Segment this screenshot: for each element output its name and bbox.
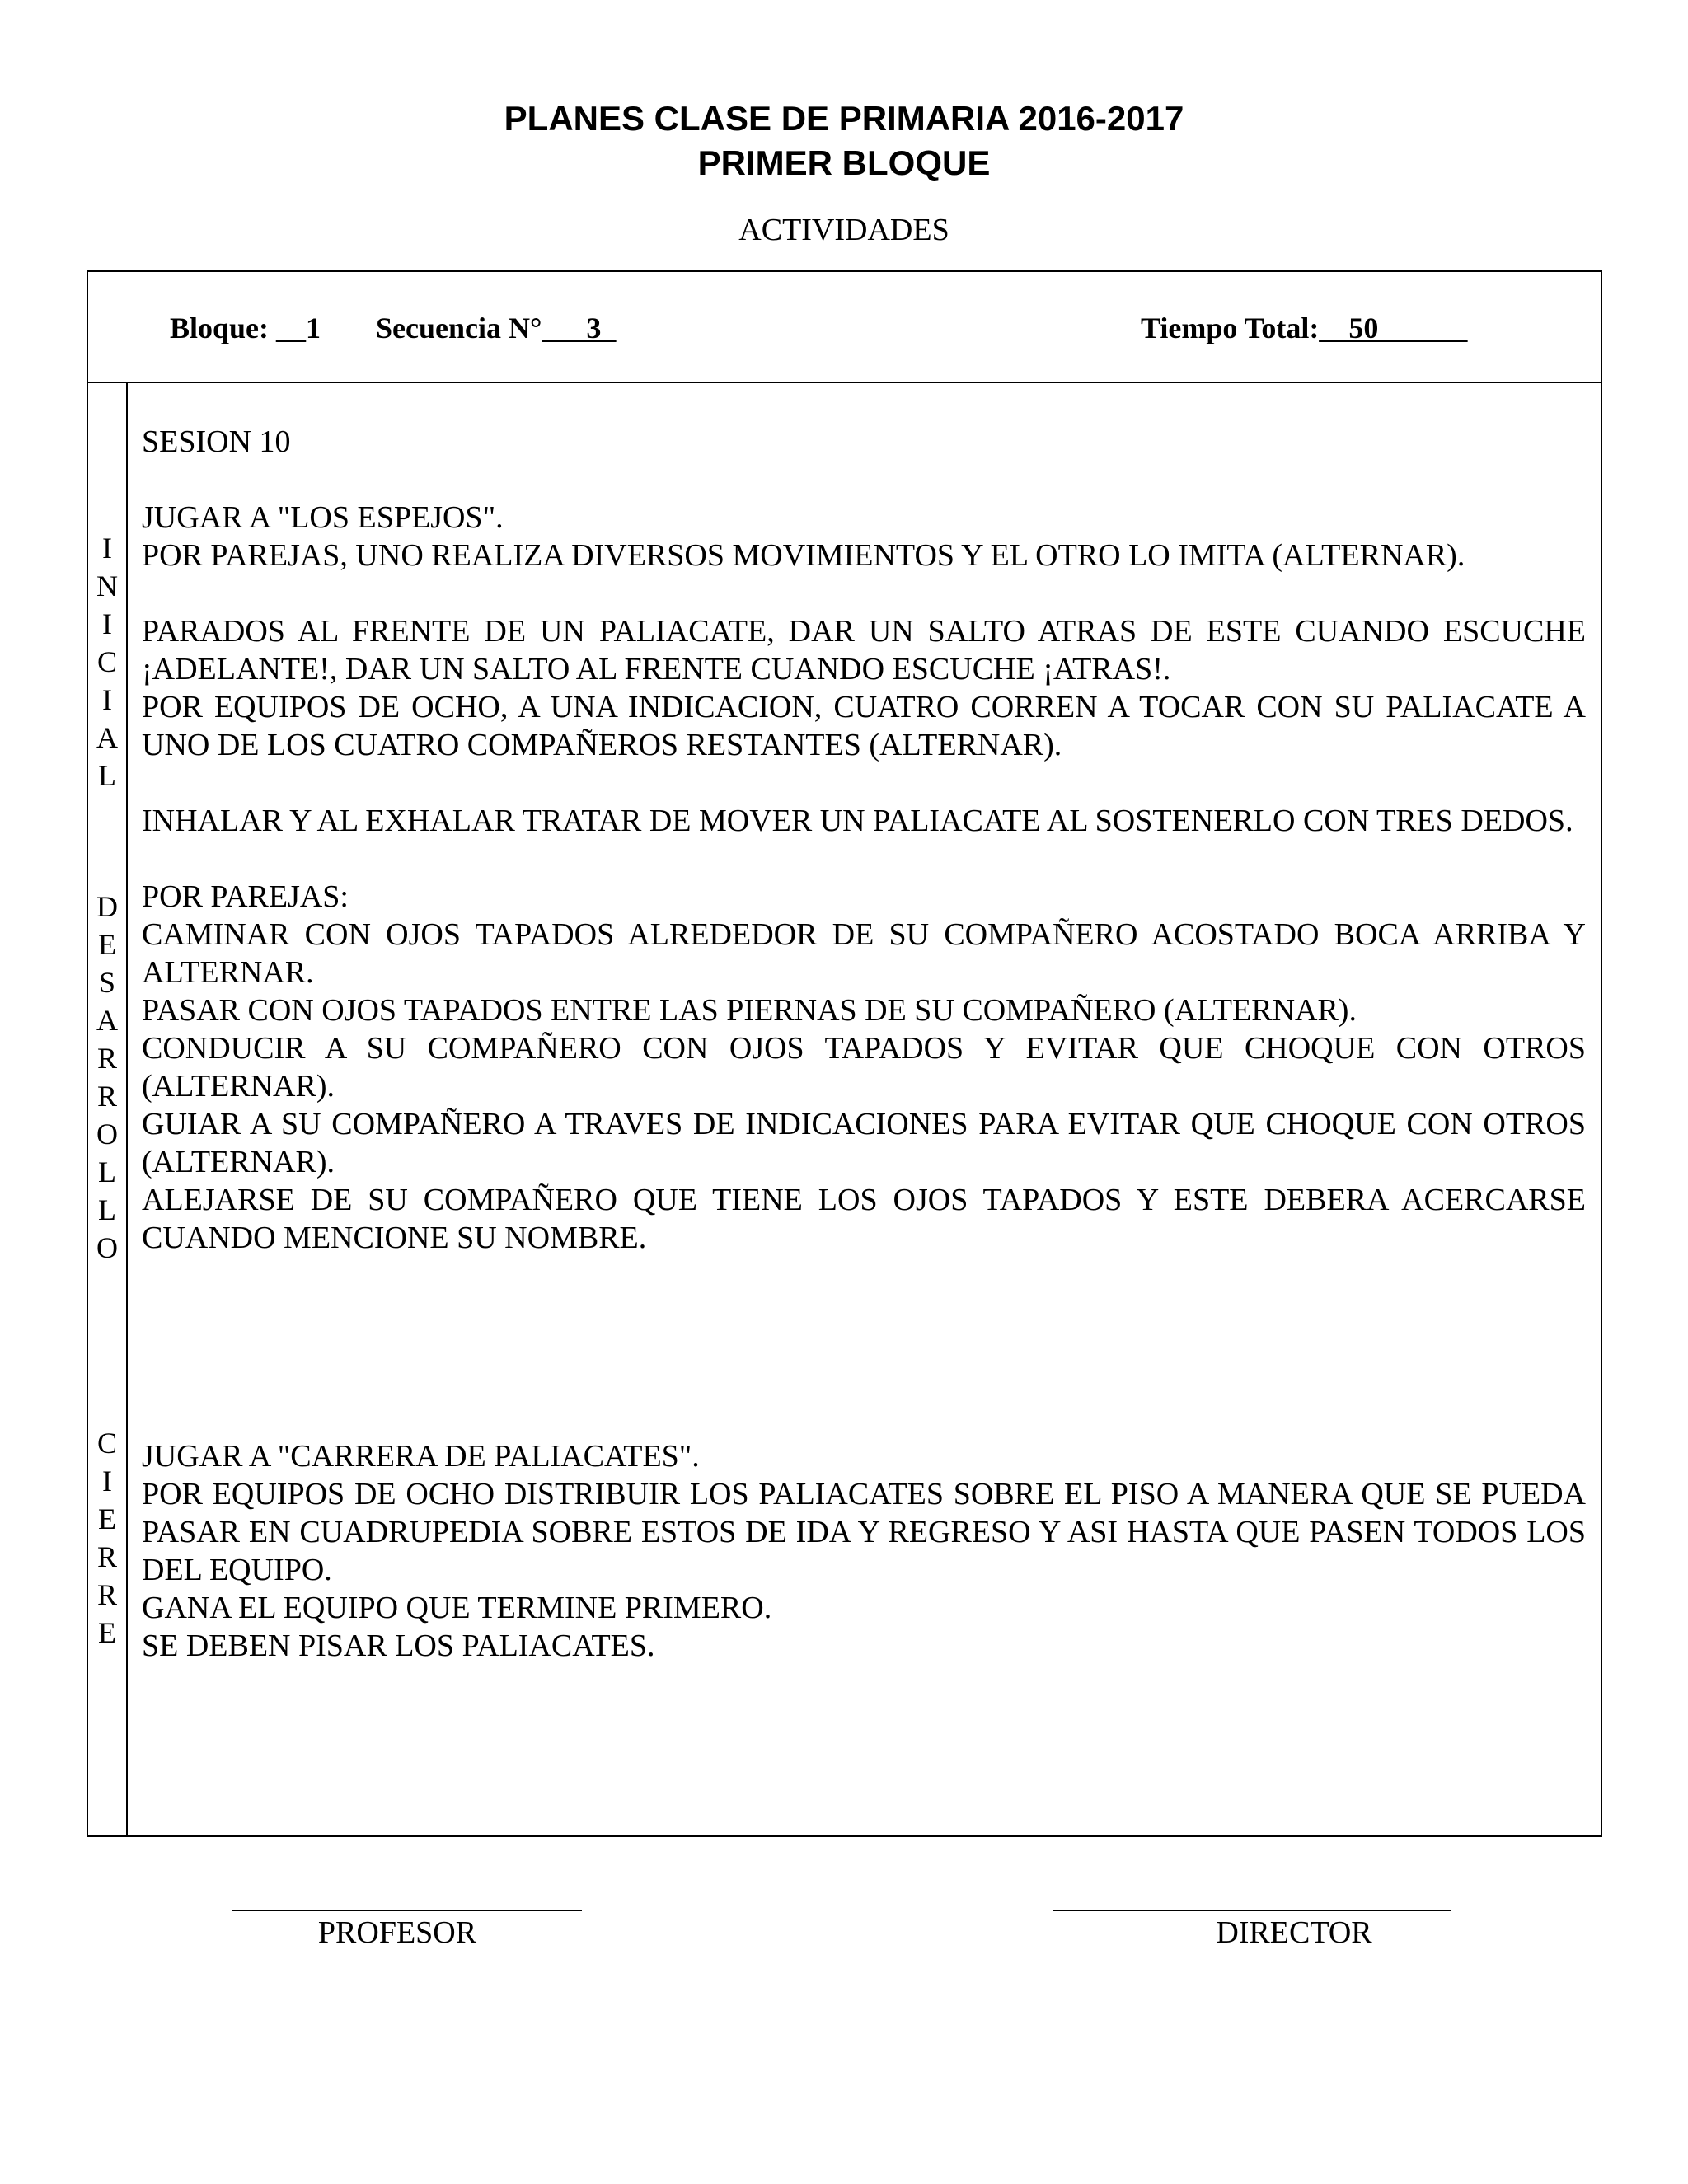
desarrollo-line: PARADOS AL FRENTE DE UN PALIACATE, DAR UN SALTO ATRAS DE ESTE CUANDO ESCUCHE ¡ADELANTE!, DAR UN SALTO AL FRENTE CUANDO ESCUCHE ¡ATRAS!. [142,614,1586,687]
page-title: PLANES CLASE DE PRIMARIA 2016-2017 [504,99,1184,138]
desarrollo-line: POR PAREJAS: [142,879,349,914]
cierre-content [142,1437,1586,1665]
phase-label-cierre: C I E R R E [96,1427,117,1649]
desarrollo-line: INHALAR Y AL EXHALAR TRATAR DE MOVER UN PALIACATE AL SOSTENERLO CON TRES DEDOS. [142,804,1573,838]
desarrollo-line: ALEJARSE DE SU COMPAÑERO QUE TIENE LOS OJOS TAPADOS Y ESTE DEBERA ACERCARSE CUANDO MENCIONE SU NOMBRE. [142,1183,1586,1255]
page-subtitle: PRIMER BLOQUE [697,143,991,182]
session-number: SESION 10 [142,424,291,459]
header-divider [87,382,1602,383]
bloque-field: Bloque: __1 [170,312,321,344]
director-signature-line [1053,1910,1451,1911]
inicial-line: POR PAREJAS, UNO REALIZA DIVERSOS MOVIMIENTOS Y EL OTRO LO IMITA (ALTERNAR). [142,538,1465,573]
profesor-label: PROFESOR [317,1915,477,1950]
tiempo-total-value: 50______ [1348,312,1468,344]
secuencia-value: ___3_ [542,312,617,344]
cierre-line: SE DEBEN PISAR LOS PALIACATES. [142,1629,655,1663]
desarrollo-line: GUIAR A SU COMPAÑERO A TRAVES DE INDICACIONES PARA EVITAR QUE CHOQUE CON OTROS (ALTERNAR). [142,1107,1586,1179]
inicial-line: JUGAR A "LOS ESPEJOS". [142,500,504,535]
phase-label-desarrollo: D E S A R R O L L O [96,890,118,1264]
bloque-value: 1 [306,312,321,344]
desarrollo-line: CAMINAR CON OJOS TAPADOS ALREDEDOR DE SU COMPAÑERO ACOSTADO BOCA ARRIBA Y ALTERNAR. [142,917,1586,990]
phase-column-divider [126,382,128,1837]
activities-content [142,423,1586,1257]
cierre-line: POR EQUIPOS DE OCHO DISTRIBUIR LOS PALIACATES SOBRE EL PISO A MANERA QUE SE PUEDA PASAR EN CUADRUPEDIA SOBRE ESTOS DE IDA Y REGRESO Y ASI HASTA QUE PASEN TODOS LOS DEL EQUIPO. [142,1477,1586,1587]
secuencia-field: Secuencia N°___3_ [376,312,617,344]
desarrollo-line: PASAR CON OJOS TAPADOS ENTRE LAS PIERNAS DE SU COMPAÑERO (ALTERNAR). [142,993,1357,1028]
cierre-line: GANA EL EQUIPO QUE TERMINE PRIMERO. [142,1591,772,1625]
director-label: DIRECTOR [1216,1915,1372,1950]
tiempo-total-field: Tiempo Total:__50______ [1141,312,1468,344]
phase-label-inicial: I N I C I A L [96,532,118,792]
desarrollo-line: CONDUCIR A SU COMPAÑERO CON OJOS TAPADOS Y EVITAR QUE CHOQUE CON OTROS (ALTERNAR). [142,1031,1586,1104]
desarrollo-line: POR EQUIPOS DE OCHO, A UNA INDICACION, CUATRO CORREN A TOCAR CON SU PALIACATE A UNO DE LOS CUATRO COMPAÑEROS RESTANTES (ALTERNAR). [142,690,1586,762]
section-label: ACTIVIDADES [738,213,950,247]
cierre-line: JUGAR A "CARRERA DE PALIACATES". [142,1439,700,1474]
profesor-signature-line [232,1910,582,1911]
